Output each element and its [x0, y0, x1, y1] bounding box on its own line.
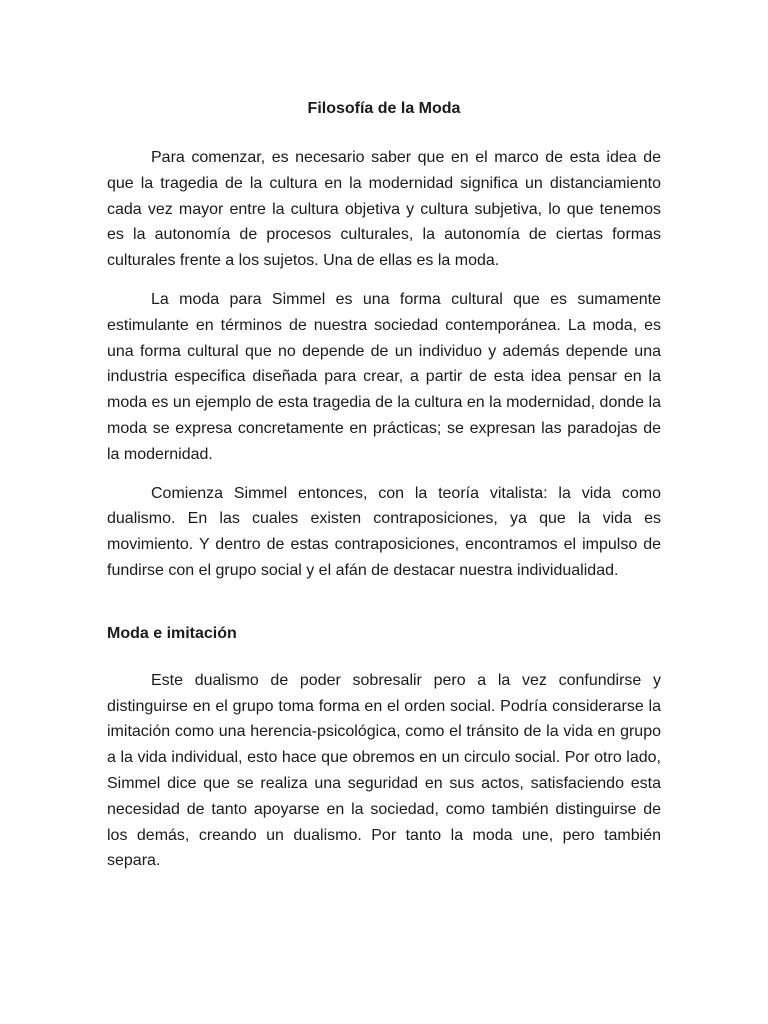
paragraph-intro-1: Para comenzar, es necesario saber que en el marco de esta idea de que la tragedia de la cultura en la modernidad significa un distanciamiento cada vez mayor entre la cultura objetiva y cultura subjetiva, lo que tenemos es la autonomía de procesos culturales, la autonomía de ciertas formas culturales frente a los sujetos. Una de ellas es la moda. — [107, 149, 661, 270]
document-body — [107, 96, 661, 887]
paragraph-intro-2: La moda para Simmel es una forma cultural que es sumamente estimulante en términos de nuestra sociedad contemporánea. La moda, es una forma cultural que no depende de un individuo y además depende una industria especifica diseñada para crear, a partir de esta idea pensar en la moda es un ejemplo de esta tragedia de la cultura en la modernidad, donde la moda se expresa concretamente en prácticas; se expresan las paradojas de la modernidad. — [107, 290, 661, 463]
paragraph-intro-3: Comienza Simmel entonces, con la teoría vitalista: la vida como dualismo. En las cuales existen contraposiciones, ya que la vida es movimiento. Y dentro de estas contraposiciones, encontramos el impulso de fundirse con el grupo social y el afán de destacar nuestra individualidad. — [107, 484, 661, 579]
document-title: Filosofía de la Moda — [307, 100, 461, 117]
section-heading: Moda e imitación — [107, 624, 237, 642]
paragraph-section-1: Este dualismo de poder sobresalir pero a la vez confundirse y distinguirse en el grupo toma forma en el orden social. Podría considerarse la imitación como una herencia-psicológica, como el tránsito de la vida en grupo a la vida individual, esto hace que obremos en un circulo social. Por otro lado, Simmel dice que se realiza una seguridad en sus actos, satisfaciendo esta necesidad de tanto apoyarse en la sociedad, como también distinguirse de los demás, creando un dualismo. Por tanto la moda une, pero también separa. — [107, 671, 661, 870]
